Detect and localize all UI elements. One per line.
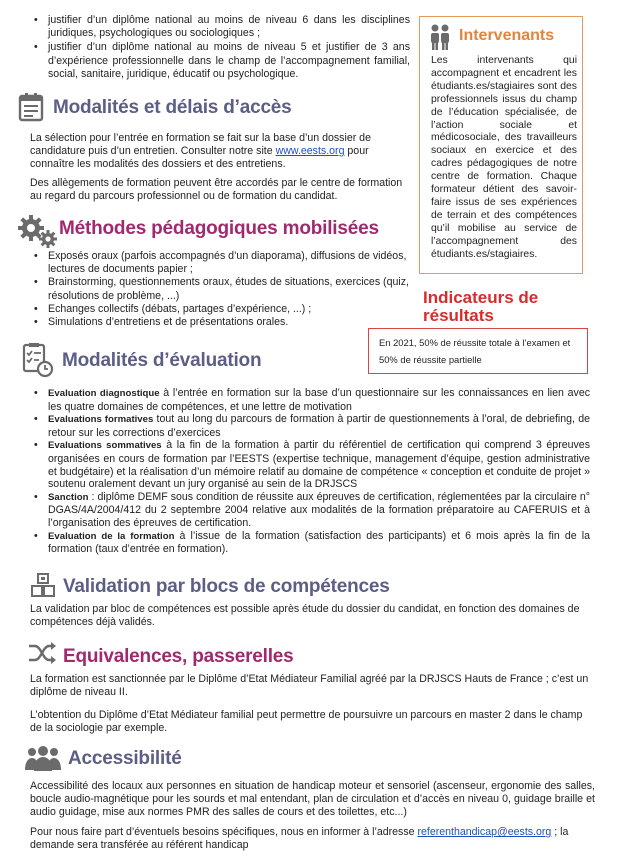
methodes-list bbox=[30, 250, 412, 329]
indicateurs-text: En 2021, 50% de réussite totale à l’examen et 50% de réussite partielle bbox=[379, 337, 571, 365]
section-title-evaluation: Modalités d’évaluation bbox=[62, 350, 262, 371]
group-people-icon bbox=[23, 745, 63, 771]
list-item: • Evaluations formatives tout au long du parcours de formation à partir de questionnements à l’oral, de debriefing, de retour sur les corrections d’exercices bbox=[30, 413, 590, 439]
website-link[interactable]: www.eests.org bbox=[275, 145, 345, 158]
list-item: • Evaluations sommatives à la fin de la formation à partir du référentiel de certification qui comprend 3 épreuves organisées en cours de formation par l’EESTS (expertise technique, management d’équipe, gestion administrative et budgétaire) et la réalisation d’un mémoire relatif au domaine de compétence « conception et conduite de projet » soutenu oralement devant un jury organisé au sein de la DRJSCS bbox=[30, 439, 590, 490]
list-item: • Evaluation diagnostique à l’entrée en formation sur la base d’un questionnaire sur les connaissances en lien avec les quatre domaines de compétences, et une lettre de motivation bbox=[30, 387, 590, 413]
validation-text: La validation par bloc de compétences est possible après étude du dossier du candidat, en fonction des domaines de compétences déjà validés. bbox=[30, 603, 580, 629]
shuffle-icon bbox=[27, 641, 57, 665]
list-item: • Sanction : diplôme DEMF sous condition de réussite aux épreuves de certification, réglementées par la circulaire n° DGAS/4A/2004/412 du 2 septembre 2004 relative aux modalités de la formation préparatoire au CAFERUIS et à l’organisation des épreuves de certification. bbox=[30, 491, 590, 530]
calendar-document-icon bbox=[17, 92, 47, 122]
list-item: • Brainstorming, questionnements oraux, études de situations, exercices (quiz, résolutions de problème, ...) bbox=[30, 276, 412, 302]
section-title-equivalences: Equivalences, passerelles bbox=[63, 646, 294, 667]
equivalences-paragraph-2: L’obtention du Diplôme d’Etat Médiateur familial peut permettre de poursuivre un parcours en master 2 dans le champ de la sociologie par exemple. bbox=[30, 709, 583, 735]
accessibilite-paragraph-2: Pour nous faire part d’éventuels besoins spécifiques, nous en informer à l’adresse referenthandicap@eests.org ; la demande sera transférée au référent handicap bbox=[30, 826, 569, 852]
section-title-methodes: Méthodes pédagogiques mobilisées bbox=[59, 218, 379, 239]
equivalences-paragraph-1: La formation est sanctionnée par le Diplôme d’Etat Médiateur Familial agréé par la DRJSCS Hauts de France ; c’est un diplôme de niveau II. bbox=[30, 673, 589, 699]
intervenants-title: Intervenants bbox=[459, 27, 555, 44]
list-item: • justifier d’un diplôme national au moins de niveau 6 dans les disciplines juridiques, psychologiques ou sociologiques ; bbox=[30, 14, 410, 40]
list-item: • Simulations d’entretiens et de présentations orales. bbox=[30, 316, 412, 329]
section-title-accessibilite: Accessibilité bbox=[68, 748, 182, 769]
list-item: • justifier d’un diplôme national au moins de niveau 5 et justifier de 3 ans d’expérience professionnelle dans le champ de l’accompagnement familial, social, sanitaire, juridique, éducatif ou psychologique. bbox=[30, 41, 410, 81]
list-item: • Exposés oraux (parfois accompagnés d’un diaporama), diffusions de vidéos, lectures de documents papier ; bbox=[30, 250, 412, 276]
blocks-icon bbox=[30, 572, 56, 598]
list-item: • Echanges collectifs (débats, partages d’expérience, ...) ; bbox=[30, 303, 412, 316]
indicateurs-box bbox=[368, 328, 588, 374]
modalites-paragraph-1: La sélection pour l’entrée en formation se fait sur la base d’un dossier de candidature puis d’un entretien. Consulter notre site www.eests.org pour connaître les modalités des dossiers et des entretiens. bbox=[30, 132, 371, 171]
list-item: • Evaluation de la formation à l’issue de la formation (satisfaction des participants) et 6 mois après la fin de la formation (taux d’entrée en formation). bbox=[30, 530, 590, 556]
gears-icon bbox=[17, 214, 59, 248]
evaluation-list bbox=[30, 387, 590, 556]
indicateurs-title: Indicateurs de résultats bbox=[423, 288, 539, 325]
section-title-validation: Validation par blocs de compétences bbox=[63, 576, 390, 597]
section-title-modalites: Modalités et délais d’accès bbox=[53, 97, 292, 118]
accessibilite-paragraph-1: Accessibilité des locaux aux personnes en situation de handicap moteur et sensoriel (ascenseur, ergonomie des salles, boucle audio-magnétique pour les sourds et mal entendant, plan de circulation et d’accès en niveau 0, guidage braille et audio guidage, mise aux normes PMR des salles de cours et des toilettes, etc...) bbox=[30, 780, 595, 819]
modalites-paragraph-2: Des allègements de formation peuvent être accordés par le centre de formation au regard du parcours professionnel ou de formation du candidat. bbox=[30, 177, 403, 203]
checklist-clock-icon bbox=[22, 342, 54, 378]
email-link[interactable]: referenthandicap@eests.org bbox=[417, 826, 552, 838]
intervenants-box bbox=[419, 16, 583, 274]
prerequisites-list bbox=[30, 14, 410, 81]
intervenants-text: Les intervenants qui accompagnent et encadrent les étudiants.es/stagiaires sont des professionnels issus du champ de l’éducation spécialisée, de l’action sociale et médicosociale, des travailleurs sociaux en exercice et des cadres pédagogiques de notre centre de formation. Chaque formateur détient des savoir-faire issus de ses expériences de terrain et des compétences qu’il mobilise au service de l’accompagnement des étudiants.es/stagiaires. bbox=[431, 55, 577, 260]
people-icon bbox=[426, 23, 454, 51]
